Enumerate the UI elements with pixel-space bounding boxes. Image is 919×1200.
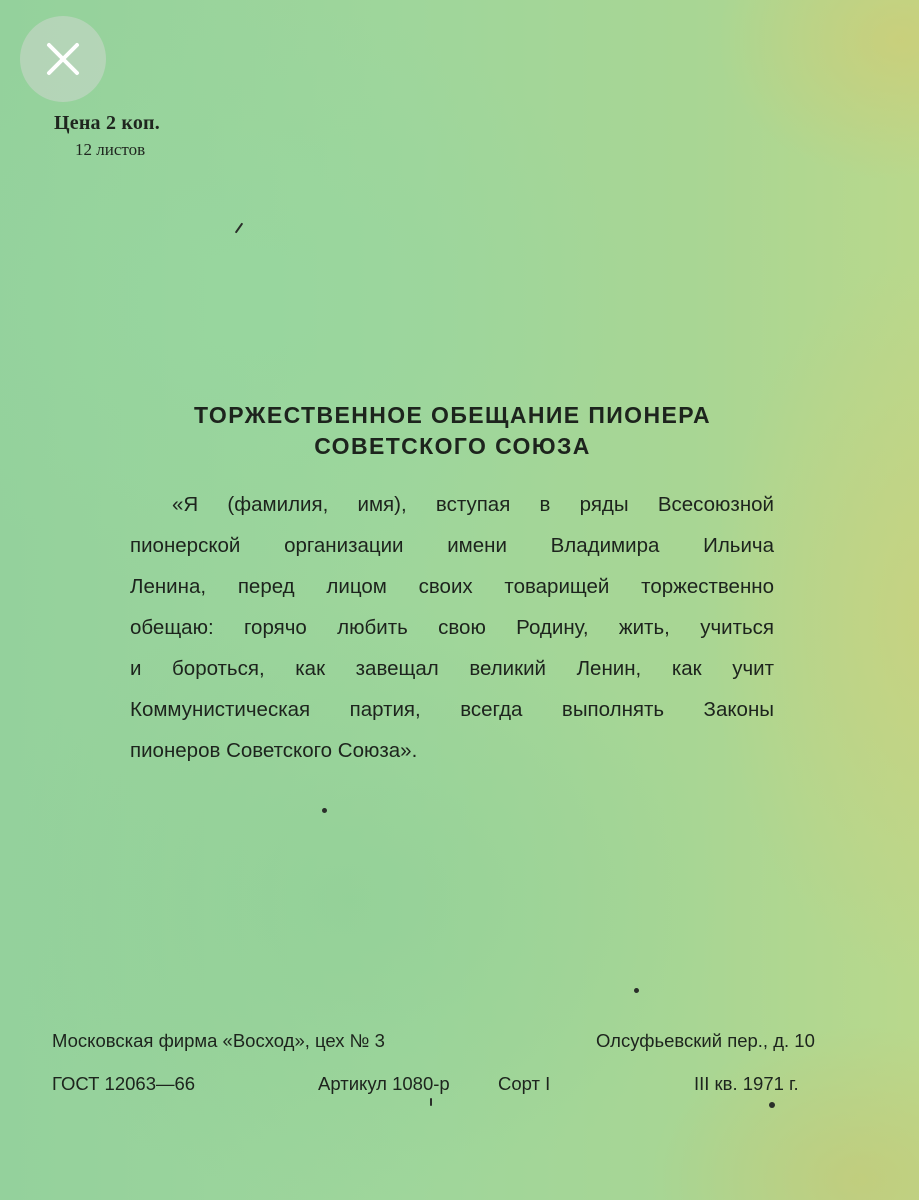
gost-standard: ГОСТ 12063—66 [52,1073,196,1094]
oath-title [0,400,905,462]
paper-speck [634,988,639,993]
oath-line: «Я (фамилия, имя), вступая в ряды Всесоюзной [172,493,774,516]
manufacturer-address: Олсуфьевский пер., д. 10 [596,1030,815,1051]
paper-speck [430,1098,432,1106]
oath-line: Ленина, перед лицом своих товарищей торжественно [130,575,774,598]
oath-title-line-2: СОВЕТСКОГО СОЮЗА [314,433,591,459]
oath-text [130,484,774,771]
oath-line: обещаю: горячо любить свою Родину, жить, учиться [130,616,774,639]
paper-speck [769,1102,775,1108]
paper-speck [322,808,327,813]
paper-speck [235,223,244,234]
close-icon [43,39,83,79]
production-quarter: III кв. 1971 г. [694,1073,799,1094]
sheet-count: 12 листов [75,140,146,159]
oath-title-line-1: ТОРЖЕСТВЕННОЕ ОБЕЩАНИЕ ПИОНЕРА [194,402,711,428]
oath-line: пионерской организации имени Владимира Ильича [130,534,774,557]
oath-line: Коммунистическая партия, всегда выполнять Законы [130,698,774,721]
price-label: Цена 2 коп. [54,112,160,134]
oath-line: пионеров Советского Союза». [130,739,418,762]
grade-label: Сорт I [498,1073,551,1094]
oath-line: и бороться, как завещал великий Ленин, как учит [130,657,774,680]
manufacturer-name: Московская фирма «Восход», цех № 3 [52,1030,385,1051]
close-button[interactable] [20,16,106,102]
article-number: Артикул 1080-р [318,1073,450,1094]
